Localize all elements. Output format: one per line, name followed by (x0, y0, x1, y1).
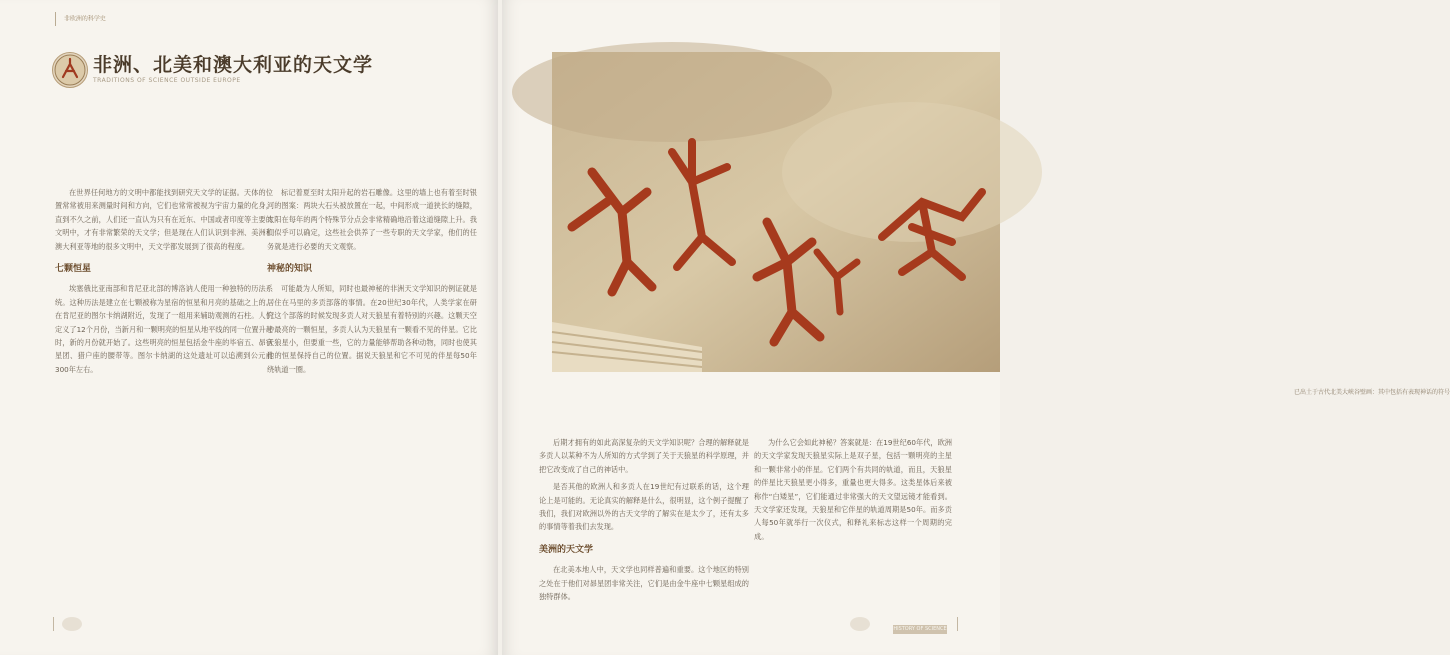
col2-paragraph-2: 可能最为人所知，同时也最神秘的非洲天文学知识的例证就是居住在马里的多贡部落的事情。在20世纪30年代，人类学家在研究这个部落的时候发现多贡人对天狼星有着特别的兴趣。这颗天空中最亮的一颗恒星，多贡人认为天狼星有一颗看不见的伴星。它比天狼星小，但要重一些，它的力量能够帮助各种动物，同时也使其他的恒星保持自己的位置。据说天狼星和它不可见的伴星每50年绕轨道一圈。 (267, 284, 477, 374)
col3-paragraph-2: 是否其他的欧洲人和多贡人在19世纪有过联系的话，这个理论上是可能的。无论真实的解释是什么，很明显，这个例子提醒了我们，我们对欧洲以外的古天文学的了解实在是太少了，还有太多的事情等着我们去发现。 (539, 482, 749, 532)
col3-paragraph-1: 后期才拥有的如此高深复杂的天文学知识呢？合理的解释就是多贡人以某种不为人所知的方式学到了关于天狼星的科学原理，并把它改变成了自己的神话中。 (539, 438, 749, 474)
col3-paragraph-3: 在北美本地人中，天文学也同样普遍和重要。这个地区的特别之处在于他们对昴星团非常关注，它们是由金牛座中七颗星组成的独特群体。 (539, 565, 749, 602)
section-heading-american-astronomy: 美洲的天文学 (539, 544, 594, 555)
section1-paragraph-1: 埃塞俄比亚南部和肯尼亚北部的博洛讷人使用一种独特的历法系统。这种历法是建立在七颗被称为星宿的恒星和月亮的基础之上的。在肯尼亚的图尔卡纳湖附近，发现了一组用来辅助观测的石柱。人们定义了12个月份，当新月和一颗明亮的恒星从地平线的同一位置升起时，新的月份就开始了。这些明亮的恒星包括金牛座的毕宿五、昴宿星团、猎户座的腰带等。图尔卡纳湖的这处遗址可以追溯到公元前300年左右。 (55, 284, 273, 374)
photo-caption: 已出土于古代北美大峡谷壁画：其中包括有表现神话的符号 (1293, 389, 1450, 396)
right-footer-ornament (850, 617, 870, 631)
col2-paragraph-1: 标记着夏至时太阳升起的岩石雕像。这里的墙上也有着至时银河的图案：两块大石头被放置在一起，中间形成一道狭长的缝隙，太阳在每年的两个特殊节分点会非常精确地沿着这道缝隙上升。我们似乎可以确定，这些社会供养了一些专职的天文学家，他们的任务就是进行必要的天文观察。 (267, 188, 477, 251)
column-1 (55, 186, 273, 380)
running-title: 非欧洲的科学史 (63, 15, 106, 23)
column-4 (754, 436, 952, 547)
footer-badge: HISTORY OF SCIENCE (893, 626, 947, 632)
rock-painting-photo (552, 52, 1000, 372)
left-footer-ornament (62, 617, 82, 631)
page-subtitle: TRADITIONS OF SCIENCE OUTSIDE EUROPE (93, 77, 241, 84)
section-heading-secret-knowledge: 神秘的知识 (267, 264, 313, 275)
left-page (0, 0, 498, 655)
column-2 (267, 186, 477, 380)
col4-paragraph-1: 为什么它会如此神秘？答案就是：在19世纪60年代，欧洲的天文学家发现天狼星实际上是双子星，包括一颗明亮的主星和一颗非常小的伴星。它们两个有共同的轨道，而且，天狼星的伴星比天狼星更小得多，重量也更大得多。这类星体后来被称作“白矮星”，它们能通过非常强大的天文望远镜才能看到。天文学家还发现，天狼星和它伴星的轨道周期是50年。而多贡人每50年就举行一次仪式，和释礼来标志这样一个周期的完成。 (754, 438, 952, 541)
intro-paragraph: 在世界任何地方的文明中都能找到研究天文学的证据。天体的位置常常被用来测量时间和方向，它们也常常被视为宇宙力量的化身，直到不久之前，人们还一直认为只有在近东、中国或者印度等主要的文明中，才有非常繁荣的天文学；但是现在人们认识到非洲、美洲和澳大利亚等地的很多文明中，天文学都发展到了很高的程度。 (55, 188, 273, 251)
section-heading-seven-stars: 七颗恒星 (55, 264, 92, 275)
header-tick (55, 12, 56, 26)
left-footer-rule (53, 617, 54, 631)
right-footer-rule (957, 617, 958, 631)
running-header (55, 12, 106, 26)
column-3 (539, 436, 749, 607)
chapter-emblem-icon (52, 52, 88, 88)
right-page (502, 0, 1450, 655)
page-title: 非洲、北美和澳大利亚的天文学 (93, 54, 374, 76)
